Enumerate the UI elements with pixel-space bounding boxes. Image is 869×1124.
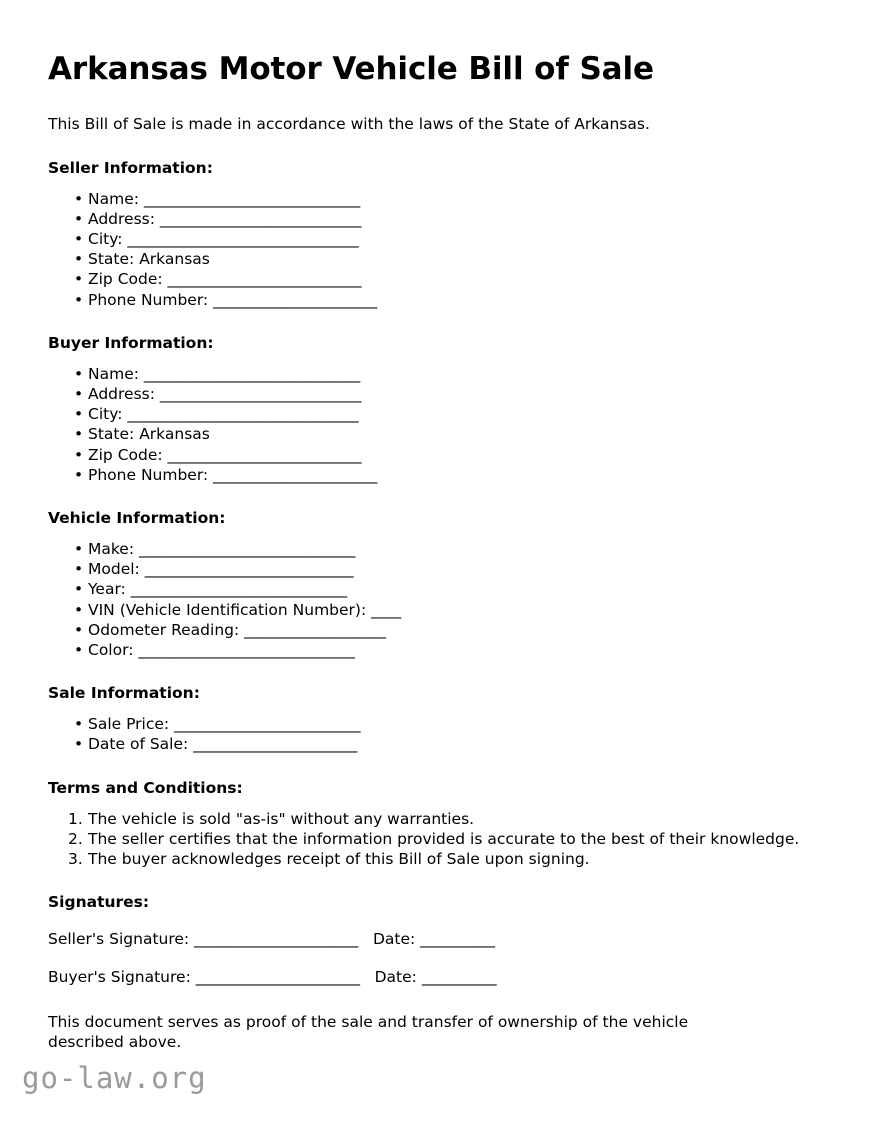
vehicle-section-heading: Vehicle Information:: [48, 509, 226, 527]
field-label: Date of Sale:: [88, 735, 189, 754]
list-item: [48, 229, 820, 249]
buyer-date-label: Date:: [374, 968, 417, 987]
list-item: [48, 249, 820, 269]
signatures-section-heading: Signatures:: [48, 893, 150, 912]
field-label: Address:: [88, 384, 155, 403]
list-item: [48, 189, 820, 209]
list-item: [48, 640, 820, 660]
list-item: [48, 209, 820, 229]
field-label: Make:: [88, 540, 135, 558]
field-label: Address:: [88, 209, 155, 228]
page-title: Arkansas Motor Vehicle Bill of Sale: [48, 51, 654, 87]
field-blank[interactable]: _____________________________: [139, 540, 356, 558]
field-label: Zip Code:: [88, 445, 163, 464]
seller-date-label: Date:: [372, 930, 416, 949]
field-blank[interactable]: __________________________: [167, 270, 362, 289]
list-item: [48, 579, 820, 599]
list-item: [48, 404, 820, 424]
field-blank[interactable]: ______________________: [213, 290, 377, 309]
field-value: Arkansas: [139, 250, 210, 269]
field-label: Name:: [88, 364, 139, 383]
seller-date-blank[interactable]: __________: [420, 930, 495, 949]
field-label: City:: [88, 405, 123, 424]
seller-field-list: [48, 189, 820, 310]
watermark-go-law: go-law.org: [22, 1061, 207, 1095]
field-label: Color:: [88, 641, 134, 660]
buyer-field-list: [48, 364, 820, 485]
list-item: The vehicle is sold "as-is" without any warranties.: [88, 809, 475, 828]
list-item: [48, 559, 820, 579]
field-label: VIN (Vehicle Identification Number):: [88, 600, 367, 619]
terms-list: [48, 809, 820, 870]
field-label: Phone Number:: [88, 290, 209, 309]
seller-signature-row: [48, 929, 820, 949]
intro-paragraph: This Bill of Sale is made in accordance with the laws of the State of Arkansas.: [48, 114, 650, 133]
list-item: The buyer acknowledges receipt of this Bill of Sale upon signing.: [88, 850, 590, 869]
list-item: [48, 620, 820, 640]
field-blank[interactable]: _____________________________: [143, 189, 360, 208]
buyer-date-blank[interactable]: __________: [421, 968, 497, 987]
field-blank[interactable]: ___________________________: [159, 209, 362, 228]
field-label: City:: [88, 229, 123, 248]
field-blank[interactable]: _____________________________: [130, 580, 347, 599]
field-label: Year:: [88, 580, 126, 599]
field-label: Zip Code:: [88, 270, 163, 289]
field-blank[interactable]: _________________________: [174, 715, 361, 734]
vehicle-field-list: [48, 539, 820, 660]
list-item: [48, 600, 820, 620]
field-blank[interactable]: _____________________________: [138, 641, 355, 660]
list-item: [48, 734, 820, 754]
field-blank[interactable]: _______________________________: [127, 229, 359, 248]
field-blank[interactable]: _____________________________: [143, 364, 360, 383]
field-value: Arkansas: [139, 425, 210, 444]
field-label: Phone Number:: [88, 465, 209, 484]
field-blank[interactable]: __________________________: [167, 445, 362, 464]
field-blank[interactable]: ____________________________: [144, 560, 354, 579]
field-blank[interactable]: ___________________: [244, 620, 386, 639]
field-blank[interactable]: _______________________________: [127, 405, 359, 424]
field-label: Model:: [88, 560, 140, 579]
list-item: [48, 384, 820, 404]
field-blank[interactable]: ______________________: [213, 465, 377, 484]
buyer-signature-label: Buyer's Signature:: [48, 968, 191, 987]
field-label: State:: [88, 425, 135, 444]
field-label: Odometer Reading:: [88, 620, 240, 639]
field-blank[interactable]: ___________________________: [159, 384, 362, 403]
list-item: [48, 364, 820, 384]
buyer-signature-row: [48, 967, 820, 987]
seller-section-heading: Seller Information:: [48, 158, 213, 177]
buyer-signature-blank[interactable]: ______________________: [195, 968, 360, 987]
list-item: [48, 465, 820, 485]
sale-field-list: [48, 714, 820, 754]
field-label: Name:: [88, 189, 139, 208]
terms-section-heading: Terms and Conditions:: [48, 778, 243, 797]
buyer-section-heading: Buyer Information:: [48, 333, 214, 352]
seller-signature-label: Seller's Signature:: [48, 930, 190, 949]
field-blank[interactable]: ______________________: [193, 735, 358, 754]
sale-section-heading: Sale Information:: [48, 684, 200, 703]
list-item: [48, 269, 820, 289]
list-item: [48, 714, 820, 734]
list-item: [48, 445, 820, 465]
list-item: [48, 424, 820, 444]
document-content: [48, 52, 820, 1053]
field-label: State:: [88, 250, 135, 269]
list-item: [48, 539, 820, 559]
field-blank[interactable]: ____: [371, 600, 401, 619]
field-label: Sale Price:: [88, 715, 170, 734]
closing-paragraph: This document serves as proof of the sale and transfer of ownership of the vehicle described above.: [48, 1012, 689, 1052]
list-item: [48, 290, 820, 310]
seller-signature-blank[interactable]: ______________________: [194, 930, 359, 949]
list-item: The seller certifies that the information provided is accurate to the best of their knowledge.: [88, 829, 800, 848]
